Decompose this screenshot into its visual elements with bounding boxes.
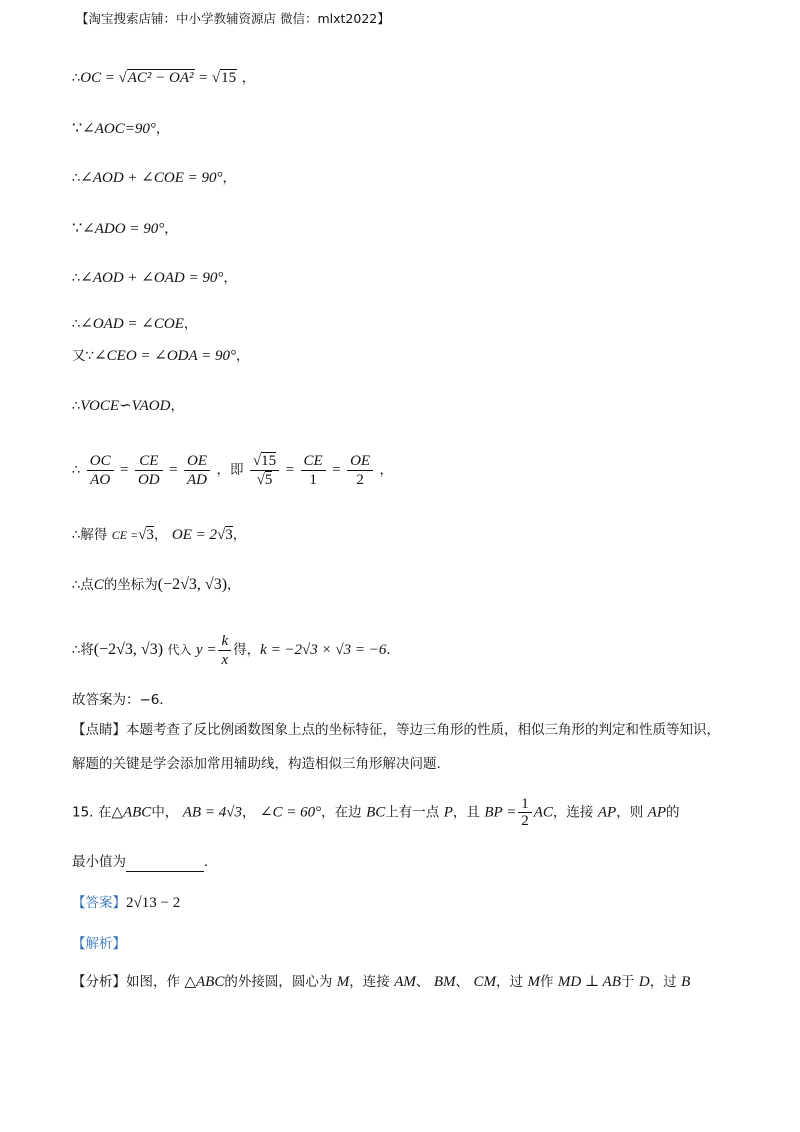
line-angle-equal (72, 314, 197, 335)
ab-length: AB = 4√3 (182, 804, 242, 821)
point-d: D (638, 974, 650, 990)
triangle-abc: △ABC (111, 804, 152, 821)
comma: ， (227, 577, 241, 593)
denominator: OD (137, 471, 160, 488)
angle-oad-eq-coe: ∠OAD = ∠COE (80, 316, 184, 332)
that-is-text: ，即 (216, 462, 244, 478)
denominator: 2 (521, 813, 529, 829)
md-perp-ab: MD ⊥ AB (557, 974, 621, 990)
sqrt-3-b: 3 (225, 527, 233, 543)
side-ac: AC (533, 804, 553, 821)
denominator: AD (187, 471, 207, 488)
oe-eq: OE = 2 (171, 527, 217, 543)
coord-text: 的坐标为 (103, 577, 158, 593)
period: . (386, 642, 391, 658)
expr-oc: OC (80, 70, 102, 86)
comma: ， (155, 121, 170, 137)
numerator: OE (347, 452, 373, 471)
angle-aoc: ∠AOC=90° (82, 121, 156, 137)
y-eq: y = (195, 642, 217, 658)
sqrt-15: √15 (211, 70, 237, 86)
therefore-symbol: ∴ (72, 71, 81, 86)
angle-ceo-oda: ∠CEO = ∠ODA = 90° (94, 348, 237, 364)
fraction-oe-ad (184, 452, 210, 489)
q-text: ，连接 (552, 804, 594, 821)
line-ratios: ∴ $\frac{OC}{AO}$ = $\frac{CE}{OD}$ = $\frac{OE}{AD}$ ，即 $\frac{√15}{√5}$ = $\frac{CE}{1}$ = $\frac{OE}{2}$ ， (72, 452, 394, 488)
q-text: ． (204, 854, 218, 870)
fraction-sqrt15-sqrt5 (250, 452, 279, 489)
therefore-symbol: ∴ (72, 578, 81, 593)
answer-label: 【答案】 (72, 895, 126, 911)
eq-sign: = (105, 70, 115, 86)
triangle-abc: △ABC (184, 974, 225, 990)
q-text: 上有一点 (385, 804, 440, 821)
point-m-2: M (527, 974, 540, 990)
comma: ， (232, 527, 247, 543)
because-symbol: ∵ (72, 118, 83, 137)
analysis-label-row (72, 934, 126, 954)
eq-sign-2: = (198, 70, 208, 86)
segment-ap-2: AP (647, 804, 666, 821)
comma: ， (164, 221, 178, 237)
numerator: CE (135, 452, 163, 471)
comma: ， (170, 398, 184, 414)
answer-row (72, 893, 180, 913)
segment-bm: BM (433, 974, 456, 990)
side-bc: BC (366, 804, 386, 821)
analysis-text: ，过 (495, 974, 523, 990)
q-text: ， (241, 804, 256, 821)
question-15-blank-line (72, 852, 218, 872)
numerator: OC (87, 452, 114, 471)
point-text: 点 (80, 577, 94, 593)
q-text: ，则 (616, 804, 644, 821)
answer-line: 故答案为：−6． (72, 692, 173, 708)
coord-c: (−2√3, √3) (93, 641, 164, 658)
therefore-symbol: ∴ (72, 528, 81, 543)
q-text: 中， (151, 804, 179, 821)
comma: ， (241, 70, 256, 86)
similar-triangles: VOCE∽VAOD (80, 398, 171, 414)
analysis-row (72, 972, 690, 992)
line-oc-sqrt (72, 68, 255, 89)
fraction-oc-ao (87, 452, 114, 489)
sqrt-15-value: 15 (221, 70, 237, 86)
numerator: 1 (518, 796, 532, 813)
point-p: P (443, 804, 453, 821)
numerator: k (218, 632, 231, 651)
therefore-symbol: ∴ (72, 317, 81, 332)
analysis-text: ，连接 (349, 974, 390, 990)
therefore-symbol: ∴ (72, 463, 81, 478)
line-angle-sum-1 (72, 168, 236, 189)
denominator: 2 (356, 471, 364, 488)
denominator: AO (90, 471, 111, 488)
coord-c: (−2√3, √3) (157, 576, 228, 593)
therefore-symbol: ∴ (72, 171, 81, 186)
line-angle-sum-2 (72, 268, 237, 289)
q-text: ，且 (452, 804, 480, 821)
separator: 、 (455, 974, 470, 990)
q-text: 的 (665, 804, 680, 821)
point-c: C (93, 577, 104, 593)
line-similar (72, 396, 184, 417)
analysis-label: 【解析】 (72, 936, 126, 952)
sqrt-15: 15 (261, 452, 277, 469)
denominator: √5 (256, 471, 273, 488)
line-right-angles (72, 346, 250, 366)
sqrt-5: 5 (264, 471, 273, 488)
comma: ， (223, 270, 237, 286)
ce-eq: CE = (111, 528, 139, 542)
fraction-ce-od (135, 452, 163, 489)
q-text: 在 (97, 804, 112, 821)
separator: 、 (415, 974, 430, 990)
sqrt-3: 3 (146, 527, 154, 543)
analysis-text: 作 (539, 974, 554, 990)
k-value: k = −2√3 × √3 = −6 (260, 642, 387, 658)
page-header: 【淘宝搜索店铺：中小学教辅资源店 微信：mlxt2022】 (76, 11, 390, 26)
sqrt-inner: AC² − OA² (127, 70, 194, 86)
segment-cm: CM (473, 974, 496, 990)
fraction-half (518, 796, 532, 829)
sqrt-expr: √AC² − OA² (118, 70, 194, 86)
numerator: CE (301, 452, 326, 471)
denominator: x (221, 651, 229, 668)
numerator: √15 (250, 452, 279, 471)
question-15 (72, 796, 679, 829)
solve-text: 解得 (80, 527, 108, 543)
analysis-text: 于 (620, 974, 635, 990)
angle-ado: ∠ADO = 90° (82, 221, 165, 237)
angle-sum-aod-oad: ∠AOD + ∠OAD = 90° (80, 270, 224, 286)
comma: ， (236, 348, 250, 364)
because-symbol: ∵ (72, 218, 83, 237)
comma: ， (183, 316, 198, 332)
segment-ap: AP (597, 804, 617, 821)
into-text: 代入 (167, 643, 192, 657)
line-point-c (72, 575, 241, 596)
line-angle-aoc (72, 118, 169, 139)
segment-am: AM (394, 974, 416, 990)
question-number: 15. (72, 804, 94, 821)
q-text: ，在边 (321, 804, 362, 821)
point-b: B (681, 974, 691, 990)
substitute-text: 将 (80, 642, 94, 658)
comma: ， (379, 462, 394, 478)
comment-paragraph: 【点睛】本题考查了反比例函数图象上点的坐标特征，等边三角形的性质，相似三角形的判定和性质等知识，解题的关键是学会添加常用辅助线，构造相似三角形解决问题. (72, 722, 720, 772)
therefore-symbol: ∴ (72, 643, 81, 658)
denominator: 1 (309, 471, 317, 488)
get-text: 得， (233, 642, 261, 658)
angle-c: ∠C = 60° (259, 804, 322, 821)
comma: ， (222, 170, 236, 186)
also-because: 又∵ (72, 348, 95, 364)
therefore-symbol: ∴ (72, 271, 81, 286)
q-text: 最小值为 (72, 854, 126, 870)
fraction-oe-2 (347, 452, 373, 489)
analysis-text: ，过 (649, 974, 677, 990)
bp-eq: BP = (484, 804, 517, 821)
fraction-k-x (218, 632, 231, 669)
answer-blank (126, 857, 204, 872)
analysis-text: 【分析】如图，作 (72, 974, 180, 990)
line-substitute (72, 630, 391, 671)
comma: ， (153, 527, 168, 543)
line-solve: ∴解得 CE =√3， OE = 2√3， (72, 527, 247, 543)
numerator: OE (184, 452, 210, 471)
line-angle-ado (72, 218, 178, 239)
answer-value: 2√13 − 2 (126, 895, 181, 911)
angle-sum-aod-coe: ∠AOD + ∠COE = 90° (80, 170, 223, 186)
therefore-symbol: ∴ (72, 399, 81, 414)
fraction-ce-1 (301, 452, 326, 489)
analysis-text: 的外接圆，圆心为 (224, 974, 333, 990)
point-m: M (336, 974, 350, 990)
